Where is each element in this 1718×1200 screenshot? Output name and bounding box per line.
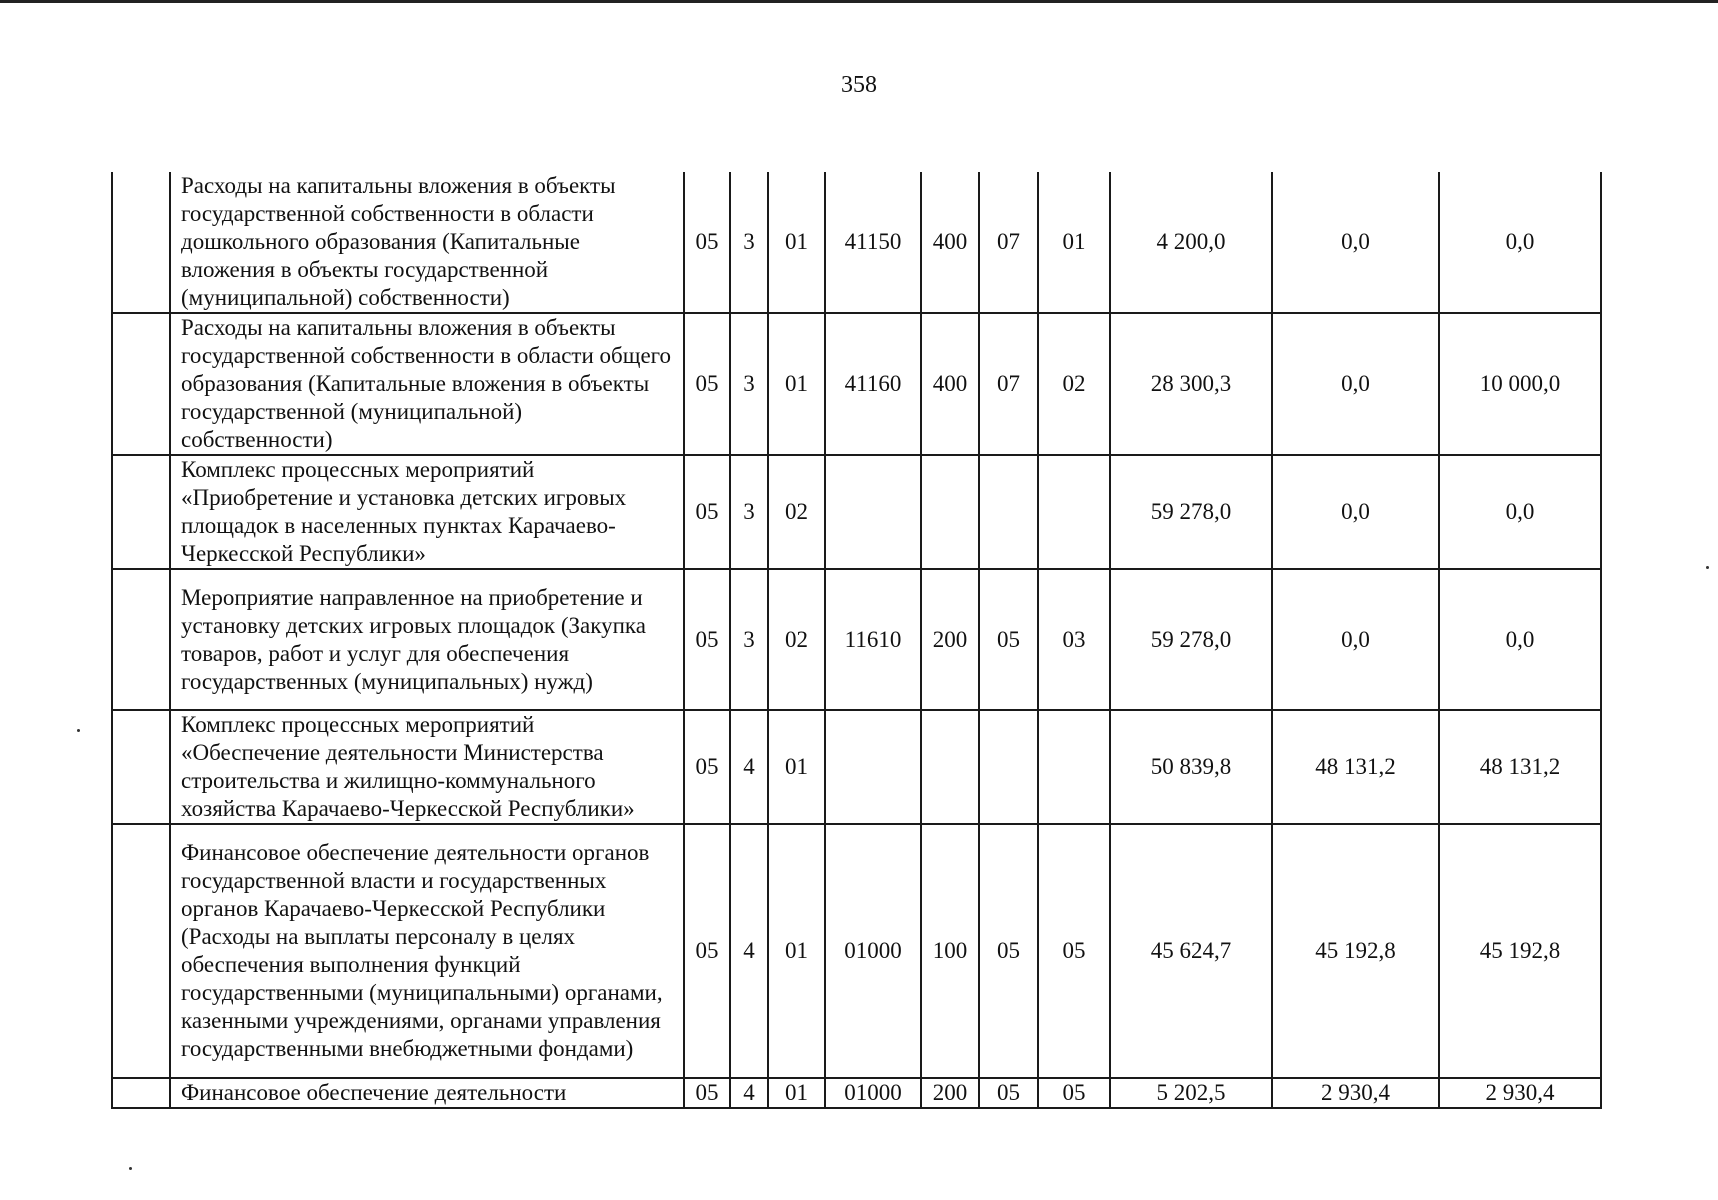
row-index-cell — [112, 1078, 170, 1108]
amount-cell: 45 192,8 — [1439, 824, 1601, 1078]
description-cell: Комплекс процессных мероприятий «Обеспечение деятельности Министерства строительства и жилищно-коммунального хозяйства Карачаево-Черкесской Республики» — [170, 710, 684, 824]
code-cell: 05 — [684, 569, 730, 710]
code-cell — [825, 710, 921, 824]
amount-cell: 45 624,7 — [1110, 824, 1272, 1078]
row-index-cell — [112, 569, 170, 710]
code-cell: 01000 — [825, 1078, 921, 1108]
code-cell: 41150 — [825, 172, 921, 313]
amount-cell: 48 131,2 — [1272, 710, 1439, 824]
row-index-cell — [112, 455, 170, 569]
code-cell: 3 — [730, 455, 768, 569]
code-cell: 01 — [768, 1078, 825, 1108]
code-cell: 05 — [979, 824, 1038, 1078]
code-cell: 4 — [730, 1078, 768, 1108]
code-cell: 05 — [684, 455, 730, 569]
description-cell: Финансовое обеспечение деятельности — [170, 1078, 684, 1108]
code-cell: 11610 — [825, 569, 921, 710]
table-row — [112, 1078, 1601, 1108]
table-row — [112, 569, 1601, 710]
amount-cell: 59 278,0 — [1110, 455, 1272, 569]
amount-cell: 5 202,5 — [1110, 1078, 1272, 1108]
code-cell: 05 — [684, 313, 730, 455]
row-index-cell — [112, 313, 170, 455]
amount-cell: 28 300,3 — [1110, 313, 1272, 455]
code-cell: 05 — [684, 710, 730, 824]
scan-speck — [129, 1167, 132, 1170]
table-row — [112, 313, 1601, 455]
description-cell: Комплекс процессных мероприятий «Приобретение и установка детских игровых площадок в населенных пунктах Карачаево-Черкесской Республики» — [170, 455, 684, 569]
code-cell: 03 — [1038, 569, 1110, 710]
code-cell: 3 — [730, 313, 768, 455]
code-cell — [921, 455, 979, 569]
code-cell: 400 — [921, 172, 979, 313]
amount-cell: 0,0 — [1439, 569, 1601, 710]
budget-table — [111, 172, 1602, 1109]
code-cell: 02 — [1038, 313, 1110, 455]
amount-cell: 0,0 — [1272, 569, 1439, 710]
amount-cell: 0,0 — [1272, 172, 1439, 313]
table-row — [112, 710, 1601, 824]
code-cell: 200 — [921, 569, 979, 710]
description-cell: Расходы на капитальны вложения в объекты государственной собственности в области общего образования (Капитальные вложения в объекты государственной (муниципальной) собственности) — [170, 313, 684, 455]
amount-cell: 0,0 — [1272, 313, 1439, 455]
code-cell: 200 — [921, 1078, 979, 1108]
code-cell: 07 — [979, 172, 1038, 313]
code-cell: 02 — [768, 455, 825, 569]
amount-cell: 4 200,0 — [1110, 172, 1272, 313]
amount-cell: 2 930,4 — [1272, 1078, 1439, 1108]
code-cell: 41160 — [825, 313, 921, 455]
row-index-cell — [112, 172, 170, 313]
page-top-rule — [0, 0, 1718, 3]
amount-cell: 0,0 — [1272, 455, 1439, 569]
code-cell: 3 — [730, 569, 768, 710]
amount-cell: 0,0 — [1439, 172, 1601, 313]
code-cell: 01 — [1038, 172, 1110, 313]
description-cell: Расходы на капитальны вложения в объекты государственной собственности в области дошкольного образования (Капитальные вложения в объекты государственной (муниципальной) собственности) — [170, 172, 684, 313]
amount-cell: 48 131,2 — [1439, 710, 1601, 824]
code-cell: 01 — [768, 172, 825, 313]
code-cell: 05 — [684, 172, 730, 313]
scan-speck — [77, 729, 80, 732]
code-cell: 01 — [768, 710, 825, 824]
code-cell: 01000 — [825, 824, 921, 1078]
table-row — [112, 172, 1601, 313]
code-cell: 01 — [768, 824, 825, 1078]
code-cell: 02 — [768, 569, 825, 710]
row-index-cell — [112, 824, 170, 1078]
amount-cell: 59 278,0 — [1110, 569, 1272, 710]
page-number: 358 — [841, 72, 877, 98]
amount-cell: 0,0 — [1439, 455, 1601, 569]
code-cell: 4 — [730, 710, 768, 824]
code-cell: 05 — [684, 824, 730, 1078]
code-cell: 07 — [979, 313, 1038, 455]
amount-cell: 50 839,8 — [1110, 710, 1272, 824]
row-index-cell — [112, 710, 170, 824]
code-cell — [1038, 710, 1110, 824]
code-cell: 01 — [768, 313, 825, 455]
amount-cell: 2 930,4 — [1439, 1078, 1601, 1108]
scan-speck — [1706, 566, 1709, 569]
code-cell: 3 — [730, 172, 768, 313]
description-cell: Мероприятие направленное на приобретение и установку детских игровых площадок (Закупка товаров, работ и услуг для обеспечения государственных (муниципальных) нужд) — [170, 569, 684, 710]
code-cell: 400 — [921, 313, 979, 455]
code-cell — [1038, 455, 1110, 569]
code-cell: 05 — [979, 1078, 1038, 1108]
code-cell — [825, 455, 921, 569]
amount-cell: 10 000,0 — [1439, 313, 1601, 455]
code-cell: 05 — [979, 569, 1038, 710]
amount-cell: 45 192,8 — [1272, 824, 1439, 1078]
code-cell: 05 — [684, 1078, 730, 1108]
code-cell — [979, 710, 1038, 824]
description-cell: Финансовое обеспечение деятельности органов государственной власти и государственных органов Карачаево-Черкесской Республики (Расходы на выплаты персоналу в целях обеспечения выполнения функций государственными (муниципальными) органами, казенными учреждениями, органами управления государственными внебюджетными фондами) — [170, 824, 684, 1078]
code-cell: 100 — [921, 824, 979, 1078]
table-row — [112, 455, 1601, 569]
code-cell — [921, 710, 979, 824]
code-cell: 05 — [1038, 824, 1110, 1078]
code-cell: 05 — [1038, 1078, 1110, 1108]
table-row — [112, 824, 1601, 1078]
code-cell: 4 — [730, 824, 768, 1078]
code-cell — [979, 455, 1038, 569]
